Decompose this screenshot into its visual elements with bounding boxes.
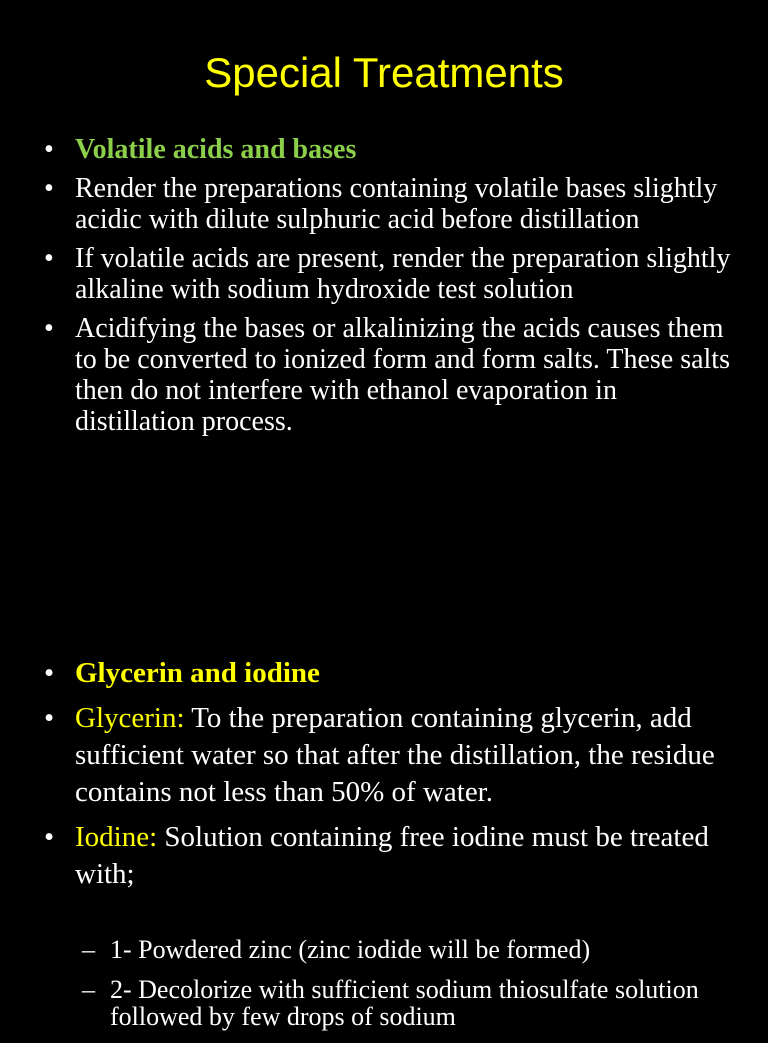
glycerin-text: To the preparation containing glycerin, add sufficient water so that after the distillation, the residue contains not less than 50% of water.: [75, 702, 715, 808]
bullet-list-volatile: [0, 134, 768, 445]
bullet-marker: •: [44, 173, 54, 204]
bullet-marker: •: [44, 243, 54, 274]
bullet-marker: •: [44, 702, 55, 734]
bullet-item: [0, 243, 768, 305]
bullet-item: [0, 313, 768, 437]
slide-title: Special Treatments: [204, 49, 564, 96]
bullet-text: Render the preparations containing volatile bases slightly acidic with dilute sulphuric acid before distillation: [75, 173, 718, 235]
bullet-marker: •: [44, 313, 54, 344]
bullet-item-iodine: [0, 819, 768, 893]
bullet-marker: •: [44, 134, 54, 165]
bullet-marker: •: [44, 657, 55, 689]
section-heading: Glycerin and iodine: [75, 657, 320, 689]
bullet-text: If volatile acids are present, render the preparation slightly alkaline with sodium hydroxide test solution: [75, 243, 731, 305]
bullet-heading-volatile: [0, 134, 768, 165]
bullet-heading-glycerin-iodine: [0, 655, 768, 692]
dash-marker: –: [82, 935, 95, 964]
sub-item-text: 2- Decolorize with sufficient sodium thiosulfate solution followed by few drops of sodium: [110, 975, 699, 1031]
iodine-label: Iodine:: [75, 821, 158, 853]
sub-item: [0, 936, 768, 963]
bullet-list-glycerin-iodine: [0, 655, 768, 901]
bullet-item: [0, 173, 768, 235]
sub-list-iodine-treatment: [0, 936, 768, 1043]
iodine-text: Solution containing free iodine must be treated with;: [75, 821, 709, 890]
bullet-text: Acidifying the bases or alkalinizing the acids causes them to be converted to ionized form and form salts. These salts then do not interfere with ethanol evaporation in distillation process.: [75, 313, 730, 437]
dash-marker: –: [82, 975, 95, 1004]
bullet-marker: •: [44, 821, 55, 853]
bullet-item-glycerin: [0, 700, 768, 811]
glycerin-label: Glycerin:: [75, 702, 185, 734]
section-heading: Volatile acids and bases: [75, 134, 357, 165]
sub-item: [0, 976, 768, 1030]
sub-item-text: 1- Powdered zinc (zinc iodide will be formed): [110, 935, 591, 964]
